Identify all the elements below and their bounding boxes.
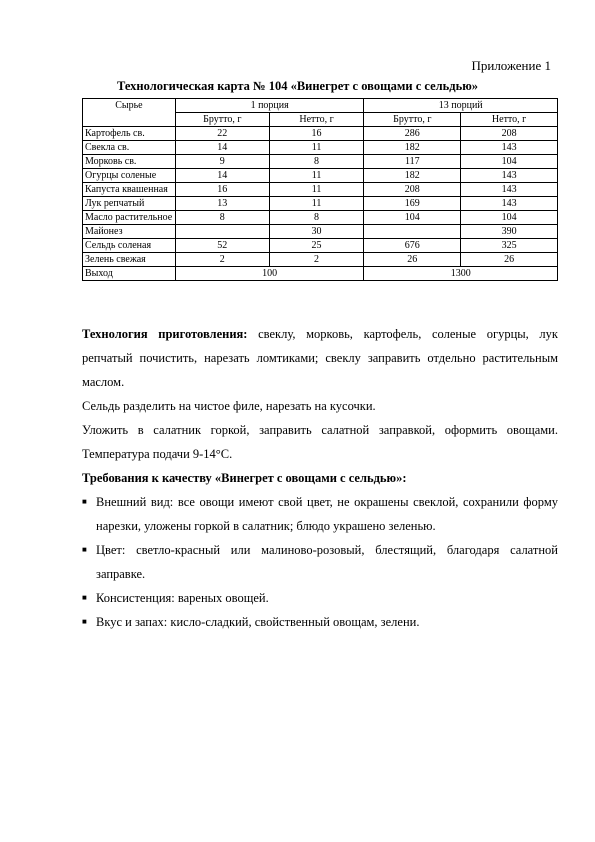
table-row	[83, 183, 558, 197]
brutto-13: 182	[364, 141, 461, 155]
ingredient-name: Майонез	[83, 225, 176, 239]
brutto-13: 676	[364, 239, 461, 253]
brutto-1: 16	[175, 183, 269, 197]
table-row	[83, 225, 558, 239]
brutto-13: 169	[364, 197, 461, 211]
brutto-1: 52	[175, 239, 269, 253]
netto-13: 143	[461, 183, 558, 197]
netto-13: 104	[461, 155, 558, 169]
table-row	[83, 239, 558, 253]
quality-bullet	[82, 490, 558, 538]
netto-13: 208	[461, 127, 558, 141]
netto-1: 16	[269, 127, 364, 141]
ingredient-name: Зелень свежая	[83, 253, 176, 267]
bullet-text: Консистенция: вареных овощей.	[96, 591, 269, 605]
bullet-square-icon: ■	[82, 497, 87, 506]
brutto-1: 22	[175, 127, 269, 141]
header-netto-13: Нетто, г	[461, 113, 558, 127]
brutto-1: 14	[175, 169, 269, 183]
table-row	[83, 253, 558, 267]
document-title: Технологическая карта № 104 «Винегрет с овощами с сельдью»	[117, 79, 478, 93]
netto-1: 11	[269, 169, 364, 183]
output-label: Выход	[83, 267, 176, 281]
technology-paragraph	[82, 322, 558, 394]
brutto-13: 26	[364, 253, 461, 267]
ingredient-name: Свекла св.	[83, 141, 176, 155]
brutto-13: 182	[364, 169, 461, 183]
technology-text: свеклу, морковь, картофель, соленые огурцы, лук репчатый почистить, нарезать ломтиками; свеклу заправить отдельно растительным маслом.	[82, 327, 558, 389]
ingredient-name: Огурцы соленые	[83, 169, 176, 183]
header-portion-13: 13 порций	[364, 99, 558, 113]
ingredient-name: Капуста квашенная	[83, 183, 176, 197]
bullet-text: Вкус и запах: кисло-сладкий, свойственный овощам, зелени.	[96, 615, 420, 629]
netto-1: 25	[269, 239, 364, 253]
output-portion-13: 1300	[364, 267, 558, 281]
quality-bullet	[82, 610, 558, 634]
table-row	[83, 155, 558, 169]
technology-label: Технология приготовления:	[82, 327, 248, 341]
netto-13: 143	[461, 169, 558, 183]
table-body	[83, 127, 558, 281]
netto-1: 11	[269, 141, 364, 155]
bullet-square-icon: ■	[82, 593, 87, 602]
netto-1: 11	[269, 183, 364, 197]
header-portion-1: 1 порция	[175, 99, 364, 113]
brutto-1: 2	[175, 253, 269, 267]
quality-bullet	[82, 538, 558, 586]
table-row	[83, 127, 558, 141]
header-brutto-1: Брутто, г	[175, 113, 269, 127]
ingredient-name: Лук репчатый	[83, 197, 176, 211]
netto-1: 11	[269, 197, 364, 211]
brutto-13	[364, 225, 461, 239]
netto-13: 325	[461, 239, 558, 253]
brutto-13: 208	[364, 183, 461, 197]
table-row	[83, 197, 558, 211]
brutto-1: 8	[175, 211, 269, 225]
netto-1: 8	[269, 211, 364, 225]
netto-13: 26	[461, 253, 558, 267]
recipe-table	[82, 98, 558, 281]
table-row	[83, 211, 558, 225]
brutto-1: 9	[175, 155, 269, 169]
netto-13: 143	[461, 197, 558, 211]
brutto-1	[175, 225, 269, 239]
serving-paragraph: Уложить в салатник горкой, заправить салатной заправкой, оформить овощами. Температура подачи 9-14°С.	[82, 423, 558, 461]
bullet-text: Внешний вид: все овощи имеют свой цвет, не окрашены свеклой, сохранили форму нарезки, уложены горкой в салатник; блюдо украшено зеленью.	[96, 495, 558, 533]
bullet-square-icon: ■	[82, 617, 87, 626]
brutto-13: 286	[364, 127, 461, 141]
header-brutto-13: Брутто, г	[364, 113, 461, 127]
ingredient-name: Картофель св.	[83, 127, 176, 141]
header-netto-1: Нетто, г	[269, 113, 364, 127]
bullet-square-icon: ■	[82, 545, 87, 554]
ingredient-name: Масло растительное	[83, 211, 176, 225]
brutto-13: 104	[364, 211, 461, 225]
brutto-1: 14	[175, 141, 269, 155]
netto-1: 8	[269, 155, 364, 169]
netto-13: 143	[461, 141, 558, 155]
netto-13: 104	[461, 211, 558, 225]
herring-paragraph: Сельдь разделить на чистое филе, нарезать на кусочки.	[82, 399, 376, 413]
netto-1: 30	[269, 225, 364, 239]
quality-heading: Требования к качеству «Винегрет с овощами с сельдью»:	[82, 471, 407, 485]
header-raw: Сырье	[83, 99, 176, 127]
brutto-13: 117	[364, 155, 461, 169]
table-row	[83, 141, 558, 155]
brutto-1: 13	[175, 197, 269, 211]
table-header-row	[83, 99, 558, 113]
bullet-text: Цвет: светло-красный или малиново-розовый, блестящий, благодаря салатной заправке.	[96, 543, 558, 581]
appendix-label: Приложение 1	[471, 58, 551, 73]
ingredient-name: Сельдь соленая	[83, 239, 176, 253]
output-portion-1: 100	[175, 267, 364, 281]
netto-1: 2	[269, 253, 364, 267]
quality-bullet	[82, 586, 558, 610]
document-body	[82, 322, 558, 634]
netto-13: 390	[461, 225, 558, 239]
table-row	[83, 169, 558, 183]
table-output-row	[83, 267, 558, 281]
ingredient-name: Морковь св.	[83, 155, 176, 169]
